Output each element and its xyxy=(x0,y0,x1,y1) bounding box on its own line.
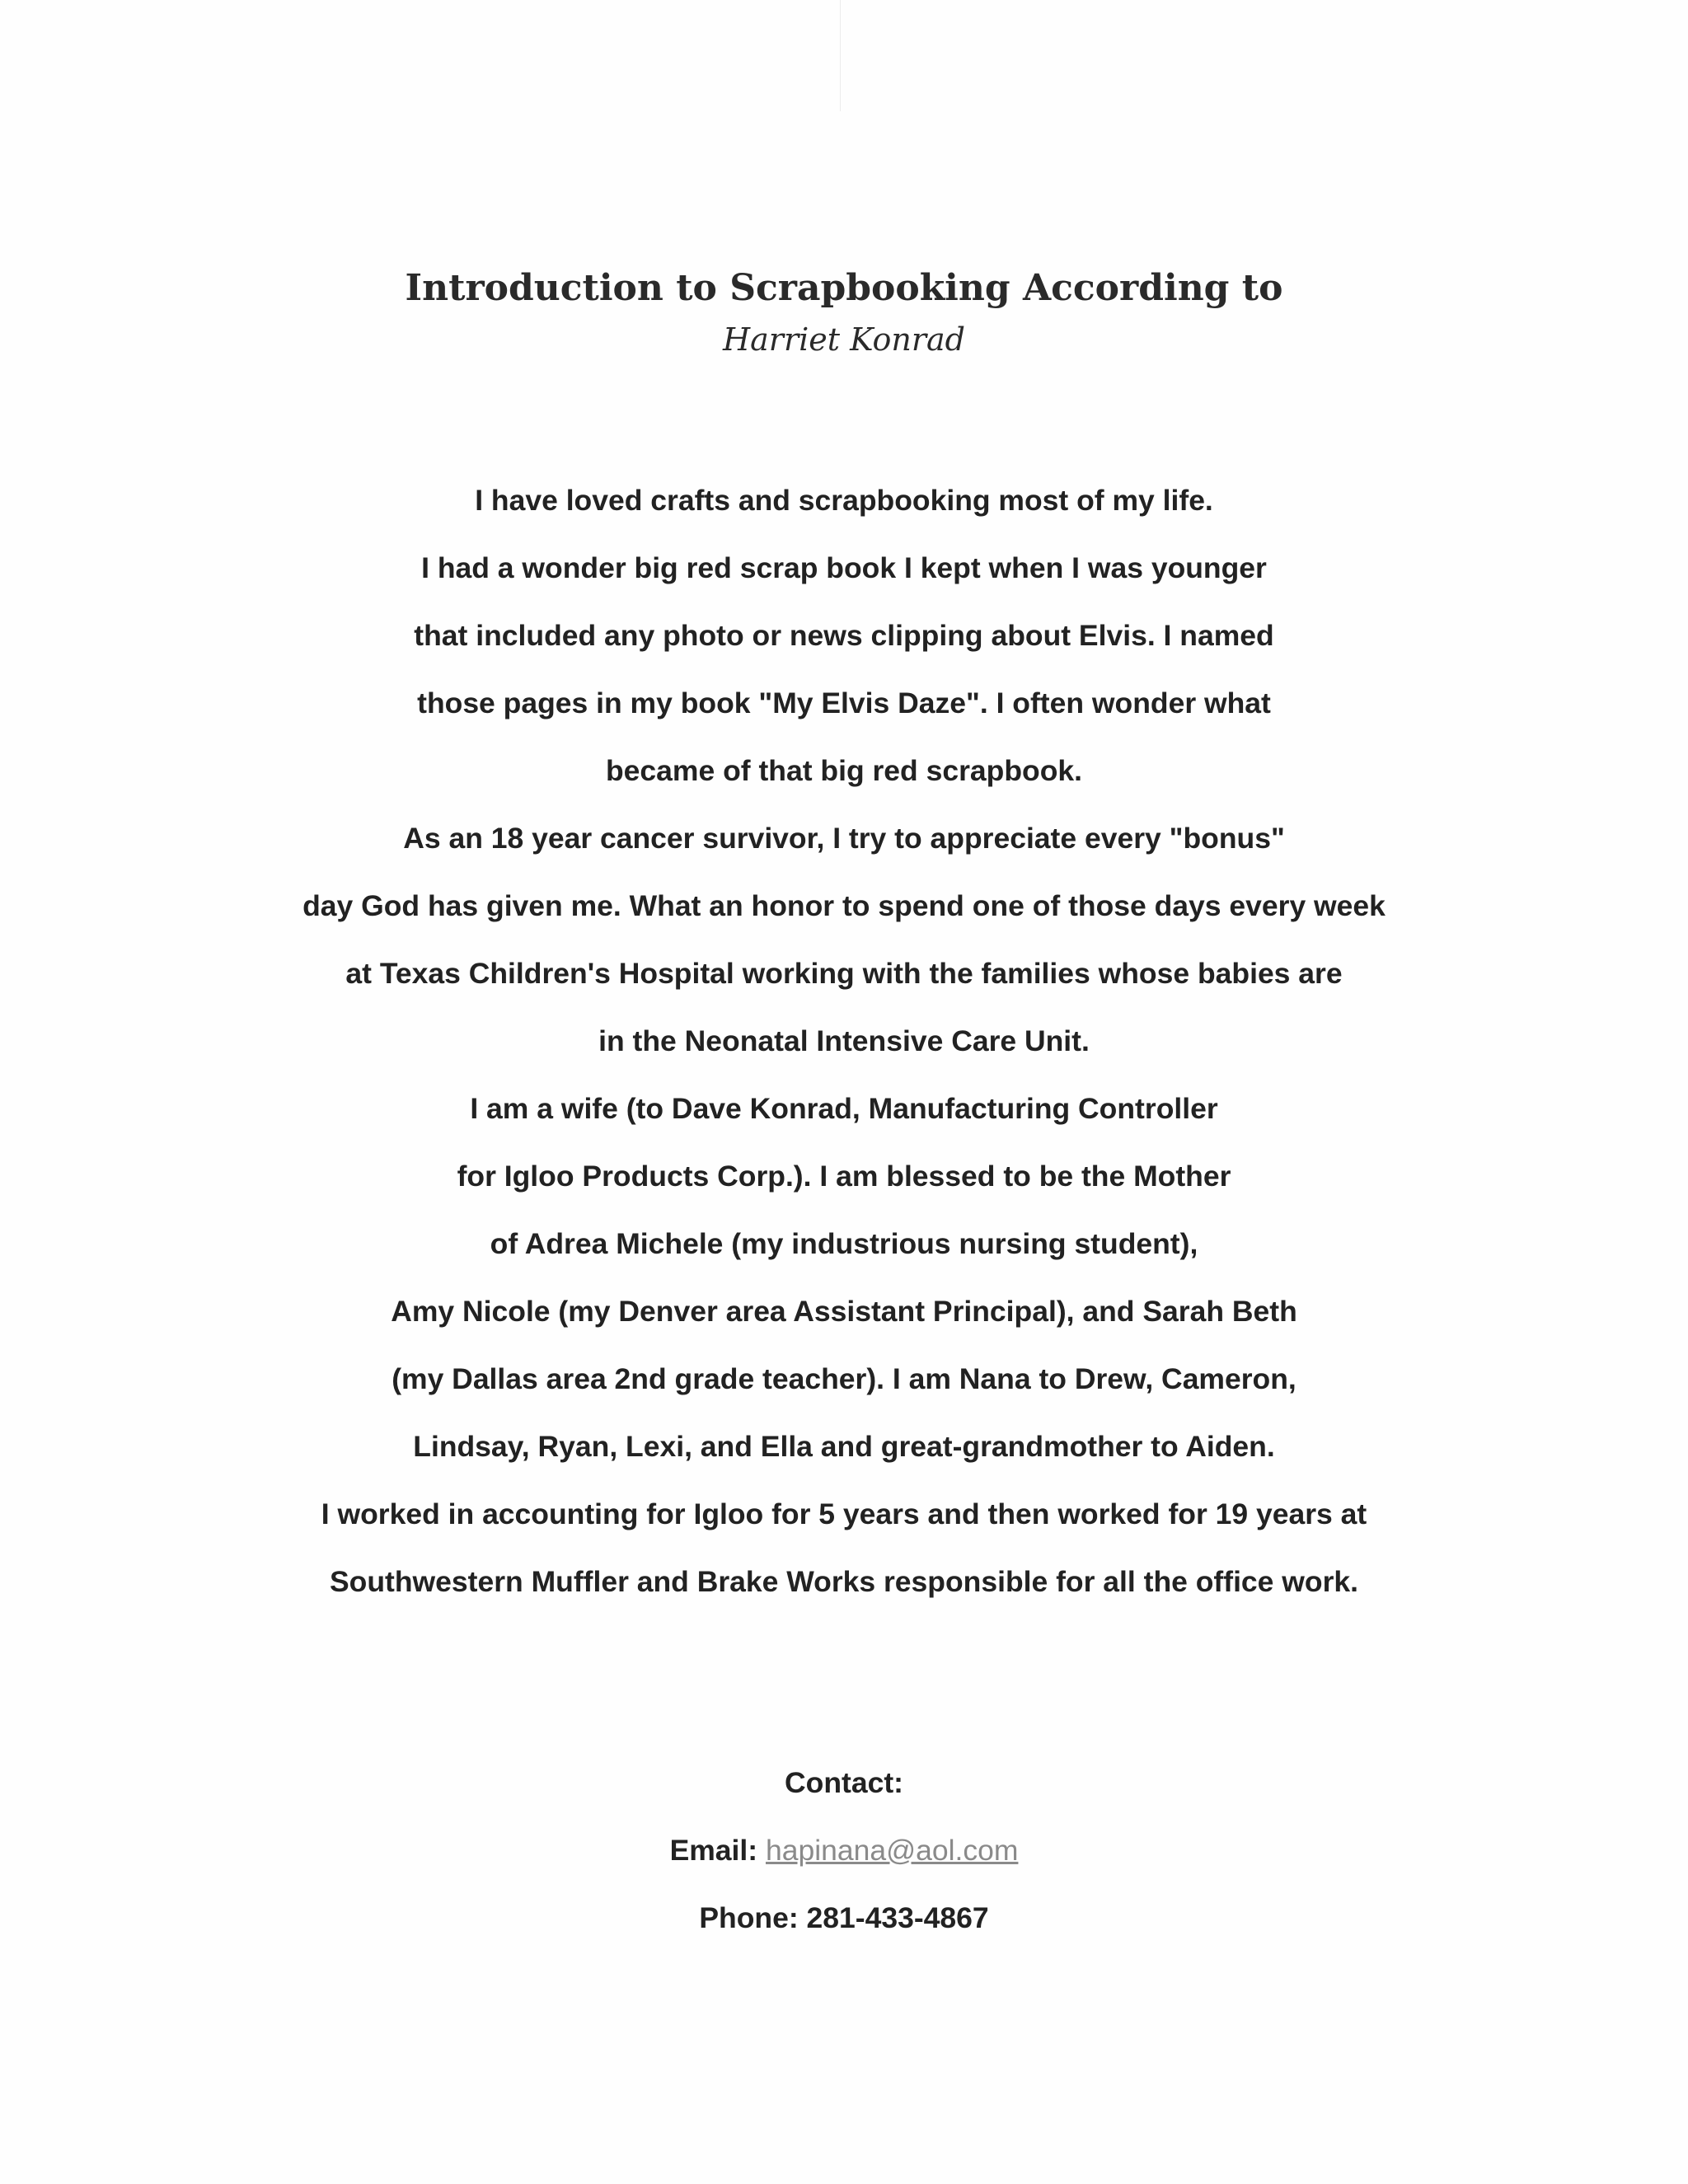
scan-fold-line xyxy=(840,0,841,111)
body-line: day God has given me. What an honor to spend one of those days every week xyxy=(302,889,1386,922)
body-line: for Igloo Products Corp.). I am blessed to be the Mother xyxy=(457,1160,1231,1193)
contact-heading: Contact: xyxy=(785,1766,903,1799)
body-line: Lindsay, Ryan, Lexi, and Ella and great-grandmother to Aiden. xyxy=(413,1430,1275,1463)
body-line: in the Neonatal Intensive Care Unit. xyxy=(598,1024,1090,1057)
email-label: Email: xyxy=(669,1834,758,1867)
body-line: I worked in accounting for Igloo for 5 years and then worked for 19 years at xyxy=(321,1497,1367,1530)
body-line: became of that big red scrapbook. xyxy=(606,754,1082,787)
body-line: I am a wife (to Dave Konrad, Manufacturing Controller xyxy=(470,1092,1218,1125)
document-title: Introduction to Scrapbooking According to xyxy=(405,267,1283,309)
body-line: those pages in my book "My Elvis Daze". I often wonder what xyxy=(417,687,1271,719)
body-line: that included any photo or news clipping about Elvis. I named xyxy=(414,619,1274,652)
body-line: I have loved crafts and scrapbooking most of my life. xyxy=(475,484,1213,517)
body-line: I had a wonder big red scrap book I kept when I was younger xyxy=(421,551,1267,584)
body-line: at Texas Children's Hospital working with the families whose babies are xyxy=(345,957,1343,990)
body-line: (my Dallas area 2nd grade teacher). I am Nana to Drew, Cameron, xyxy=(392,1362,1296,1395)
phone-row: Phone: 281-433-4867 xyxy=(699,1901,989,1934)
body-line: of Adrea Michele (my industrious nursing student), xyxy=(490,1227,1198,1260)
email-link[interactable]: hapinana@aol.com xyxy=(765,1834,1019,1867)
body-line: Amy Nicole (my Denver area Assistant Principal), and Sarah Beth xyxy=(391,1295,1297,1328)
author-signature: Harriet Konrad xyxy=(723,321,965,358)
body-line: As an 18 year cancer survivor, I try to appreciate every "bonus" xyxy=(403,822,1285,855)
contact-block xyxy=(0,1749,1688,1952)
body-text xyxy=(0,466,1688,1615)
email-row xyxy=(0,1816,1688,1884)
body-line: Southwestern Muffler and Brake Works responsible for all the office work. xyxy=(329,1565,1358,1598)
